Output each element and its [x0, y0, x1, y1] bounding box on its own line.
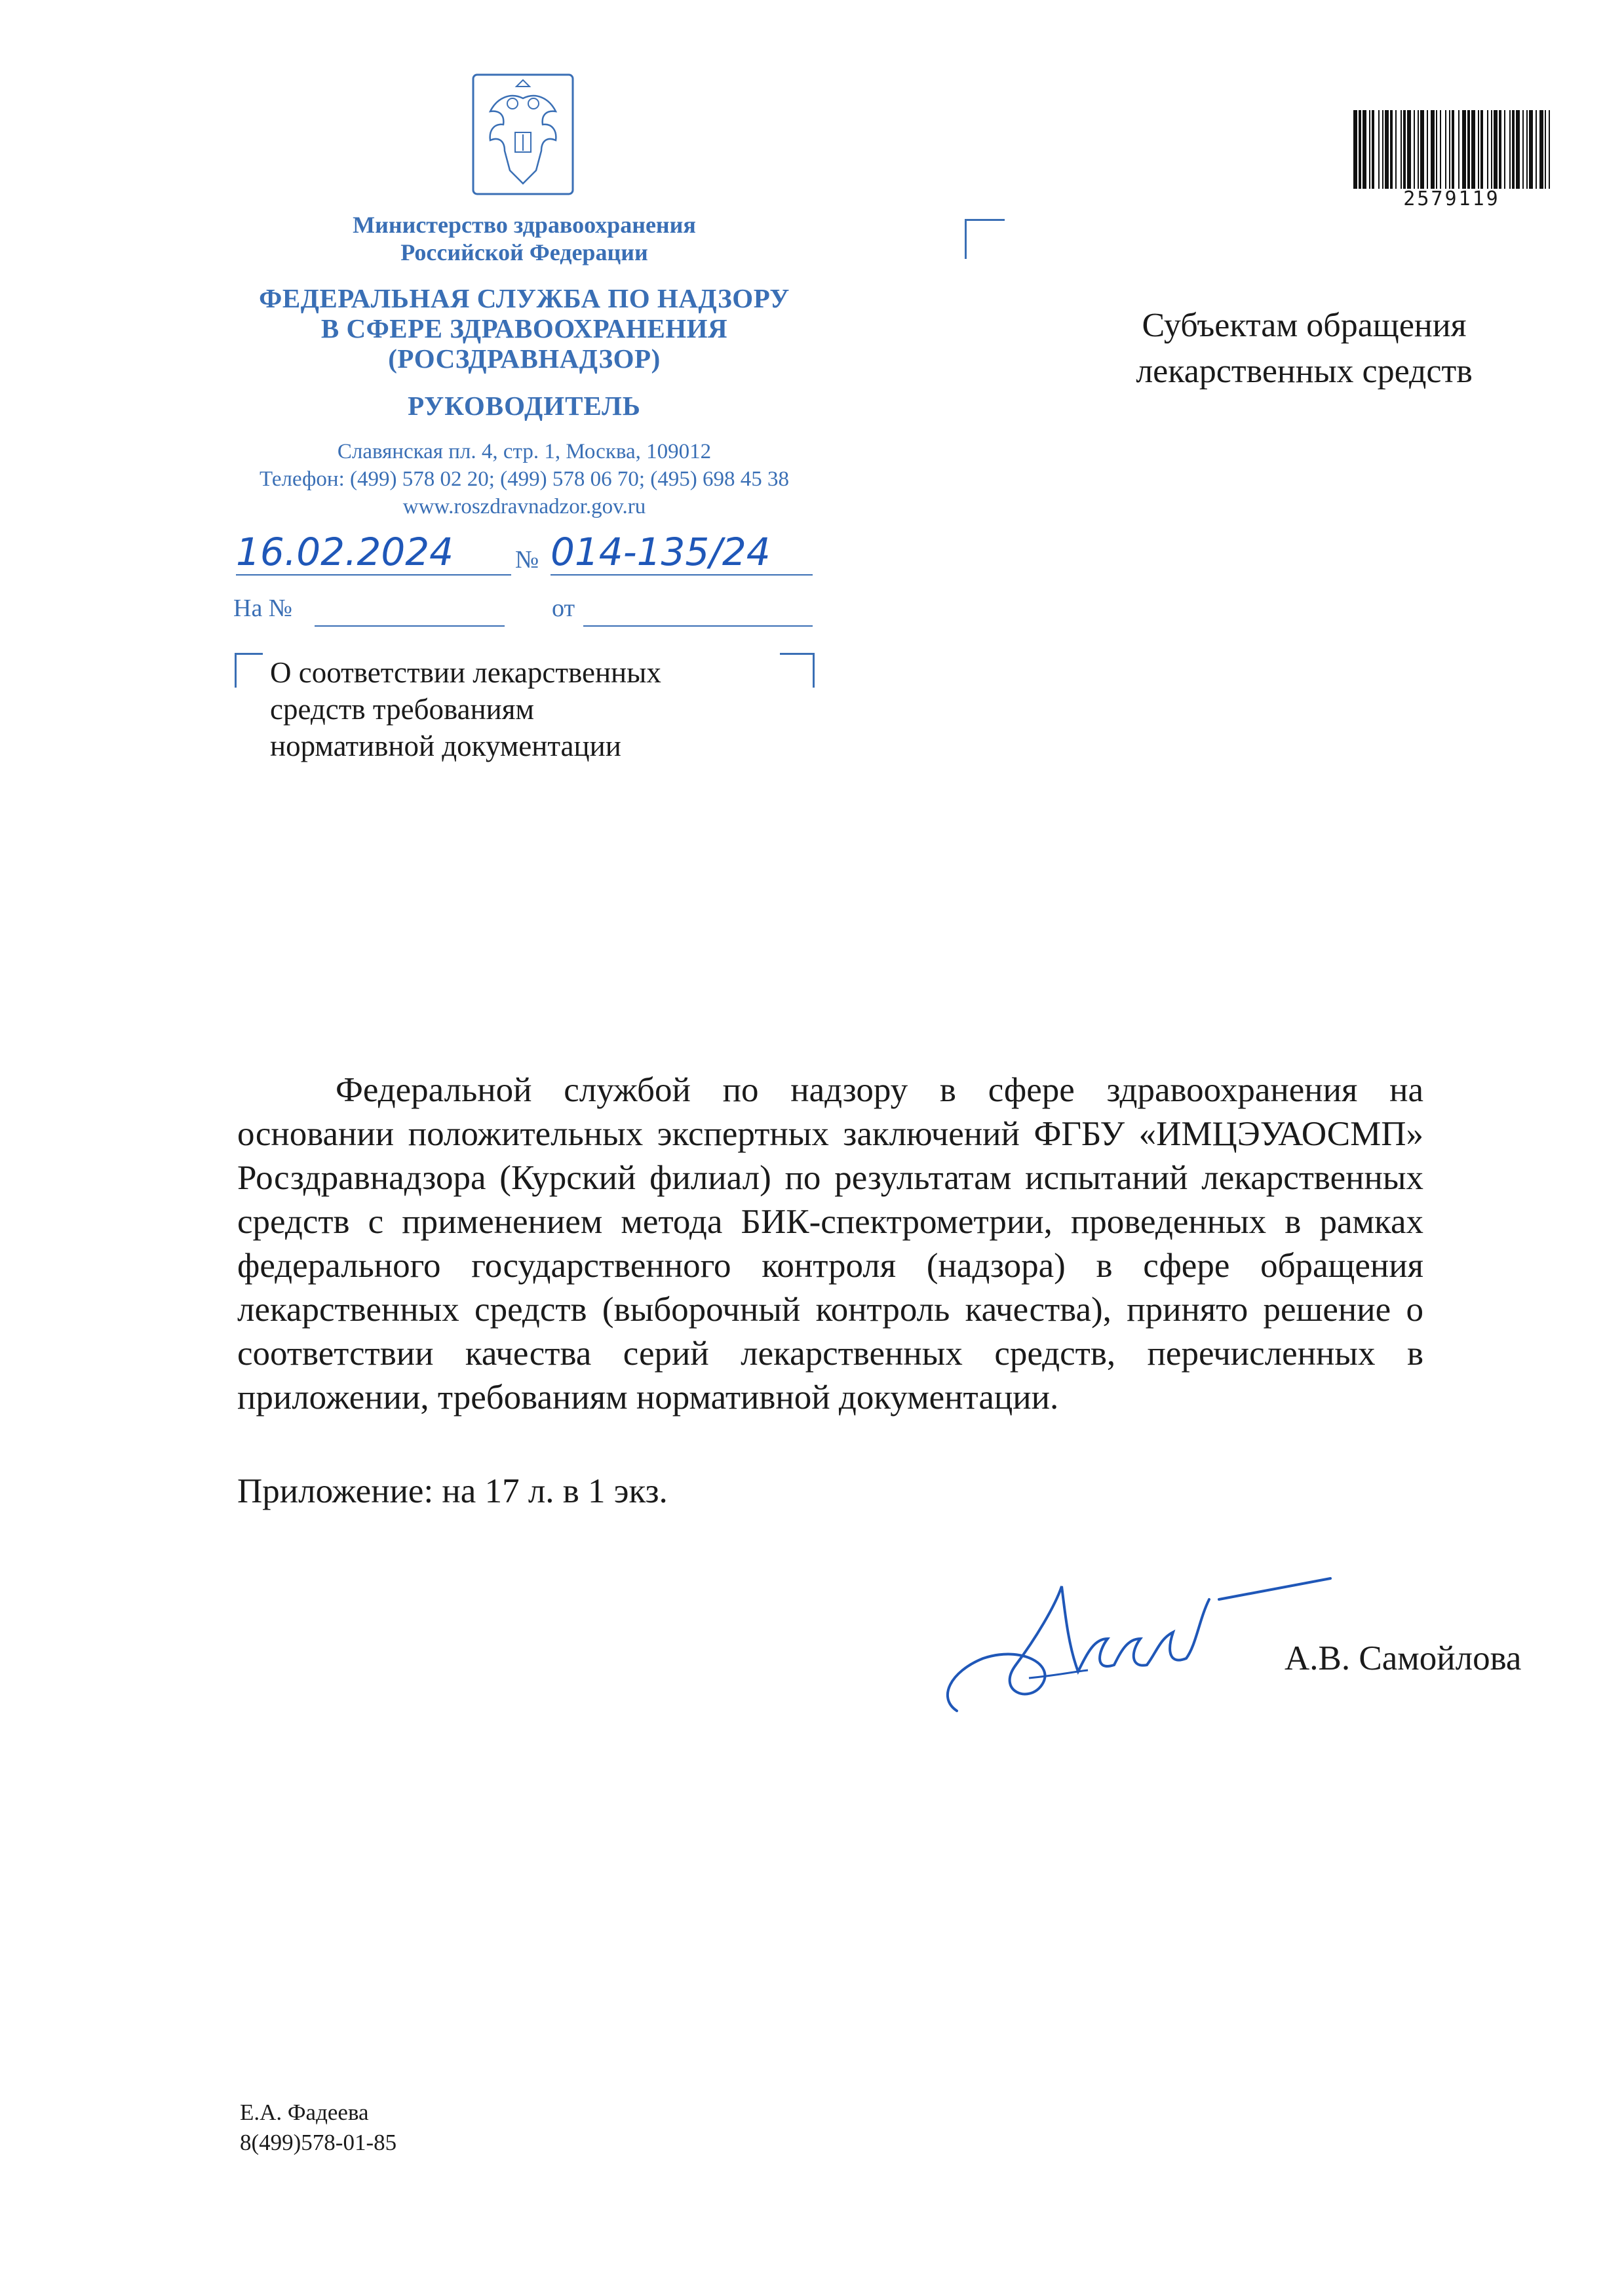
registration-date: 16.02.2024: [236, 530, 454, 574]
reply-number-label: На №: [233, 595, 293, 622]
addressee-bracket: [965, 219, 1005, 259]
letterhead-address: Славянская пл. 4, стр. 1, Москва, 109012: [337, 440, 712, 463]
number-line: [551, 574, 813, 576]
reply-date-line: [583, 625, 813, 627]
appendix-note: Приложение: на 17 л. в 1 экз.: [237, 1472, 668, 1510]
registration-number: 014-135/24: [551, 530, 771, 574]
letterhead-phone: Телефон: (499) 578 02 20; (499) 578 06 70; (495) 698 45 38: [259, 467, 790, 491]
letterhead-website: www.roszdravnadzor.gov.ru: [402, 495, 646, 518]
addressee-line-1: Субъектам обращения: [1142, 307, 1467, 344]
subject-block: [270, 654, 768, 764]
coat-of-arms-icon: [471, 72, 575, 197]
addressee-block: [1062, 303, 1547, 395]
letter-body: Федеральной службой по надзору в сфере здравоохранения на основании положительных экспертных заключений ФГБУ «ИМЦЭУАОСМП» Росздравнадзора (Курский филиал) по результатам испытаний лекарственных средств с применением метода БИК-спектрометрии, проведенных в рамках федерального государственного контроля (надзора) в сфере обращения лекарственных средств (выборочный контроль качества), принято решение о соответствии качества серий лекарственных средств, перечисленных в приложении, требованиям нормативной документации.: [237, 1071, 1423, 1417]
ministry-name-line-2: Российской Федерации: [400, 239, 648, 265]
subject-line-2: средств требованиям: [270, 693, 534, 726]
addressee-line-2: лекарственных средств: [1136, 353, 1473, 390]
signer-name: А.В. Самойлова: [1285, 1639, 1522, 1677]
barcode-icon: [1353, 110, 1550, 189]
executor-block: [240, 2098, 396, 2158]
subject-line-3: нормативной документации: [270, 730, 621, 762]
executor-name: Е.А. Фадеева: [240, 2100, 369, 2125]
reply-number-line: [315, 625, 505, 627]
ministry-name-line-1: Министерство здравоохранения: [353, 212, 696, 238]
service-name-line-2: В СФЕРЕ ЗДРАВООХРАНЕНИЯ: [320, 313, 728, 343]
reply-from-label: от: [552, 595, 575, 622]
executor-phone: 8(499)578-01-85: [240, 2130, 397, 2155]
service-name-line-3: (РОСЗДРАВНАДЗОР): [388, 343, 661, 374]
service-name-line-1: ФЕДЕРАЛЬНАЯ СЛУЖБА ПО НАДЗОРУ: [259, 283, 790, 313]
subject-bracket-left: [235, 653, 263, 688]
date-line: [236, 574, 511, 576]
subject-bracket-right: [780, 653, 815, 688]
letterhead-title: РУКОВОДИТЕЛЬ: [408, 391, 641, 421]
subject-line-1: О соответствии лекарственных: [270, 656, 661, 689]
barcode-number: 2579119: [1403, 187, 1500, 210]
number-label: №: [515, 546, 539, 574]
